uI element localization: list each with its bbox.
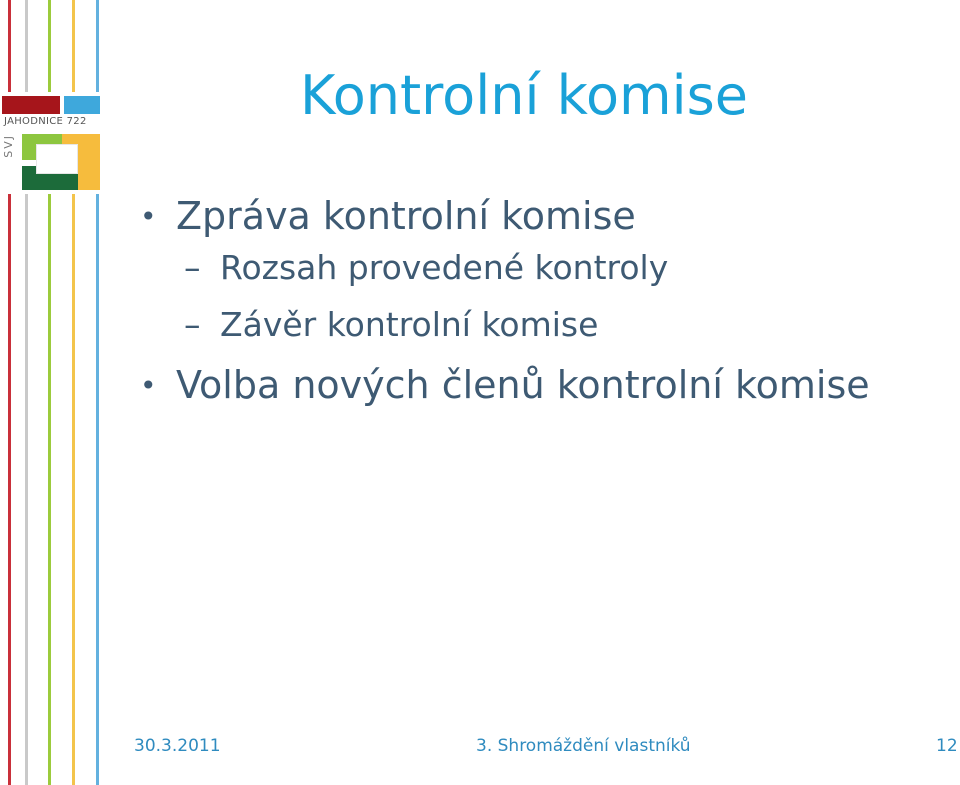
bullet-text: Zpráva kontrolní komise — [176, 194, 636, 238]
logo-text: JAHODNICE 722 — [4, 116, 87, 127]
slide-title: Kontrolní komise — [300, 64, 748, 127]
svj-logo — [0, 92, 104, 194]
logo-side-text: SVJ — [2, 134, 15, 158]
sub-bullet-item — [138, 239, 938, 296]
slide-content — [138, 194, 938, 408]
bullet-text: Volba nových členů kontrolní komise — [176, 363, 870, 407]
bullet-dot-icon: • — [140, 200, 157, 233]
bullet-item — [138, 194, 876, 239]
logo-block-white — [36, 144, 78, 174]
sub-bullet-text: Závěr kontrolní komise — [220, 305, 599, 344]
footer-date: 30.3.2011 — [134, 736, 221, 756]
sub-bullet-text: Rozsah provedené kontroly — [220, 248, 669, 287]
dash-icon: – — [184, 305, 201, 344]
bullet-dot-icon: • — [140, 369, 157, 402]
logo-blue-bar — [64, 96, 100, 114]
logo-red-bar — [2, 96, 60, 114]
slide-footer — [0, 736, 960, 760]
page-number: 12 — [936, 736, 958, 756]
sub-bullet-item — [138, 296, 938, 353]
bullet-item — [138, 363, 876, 408]
footer-title: 3. Shromáždění vlastníků — [476, 736, 691, 756]
dash-icon: – — [184, 248, 201, 287]
